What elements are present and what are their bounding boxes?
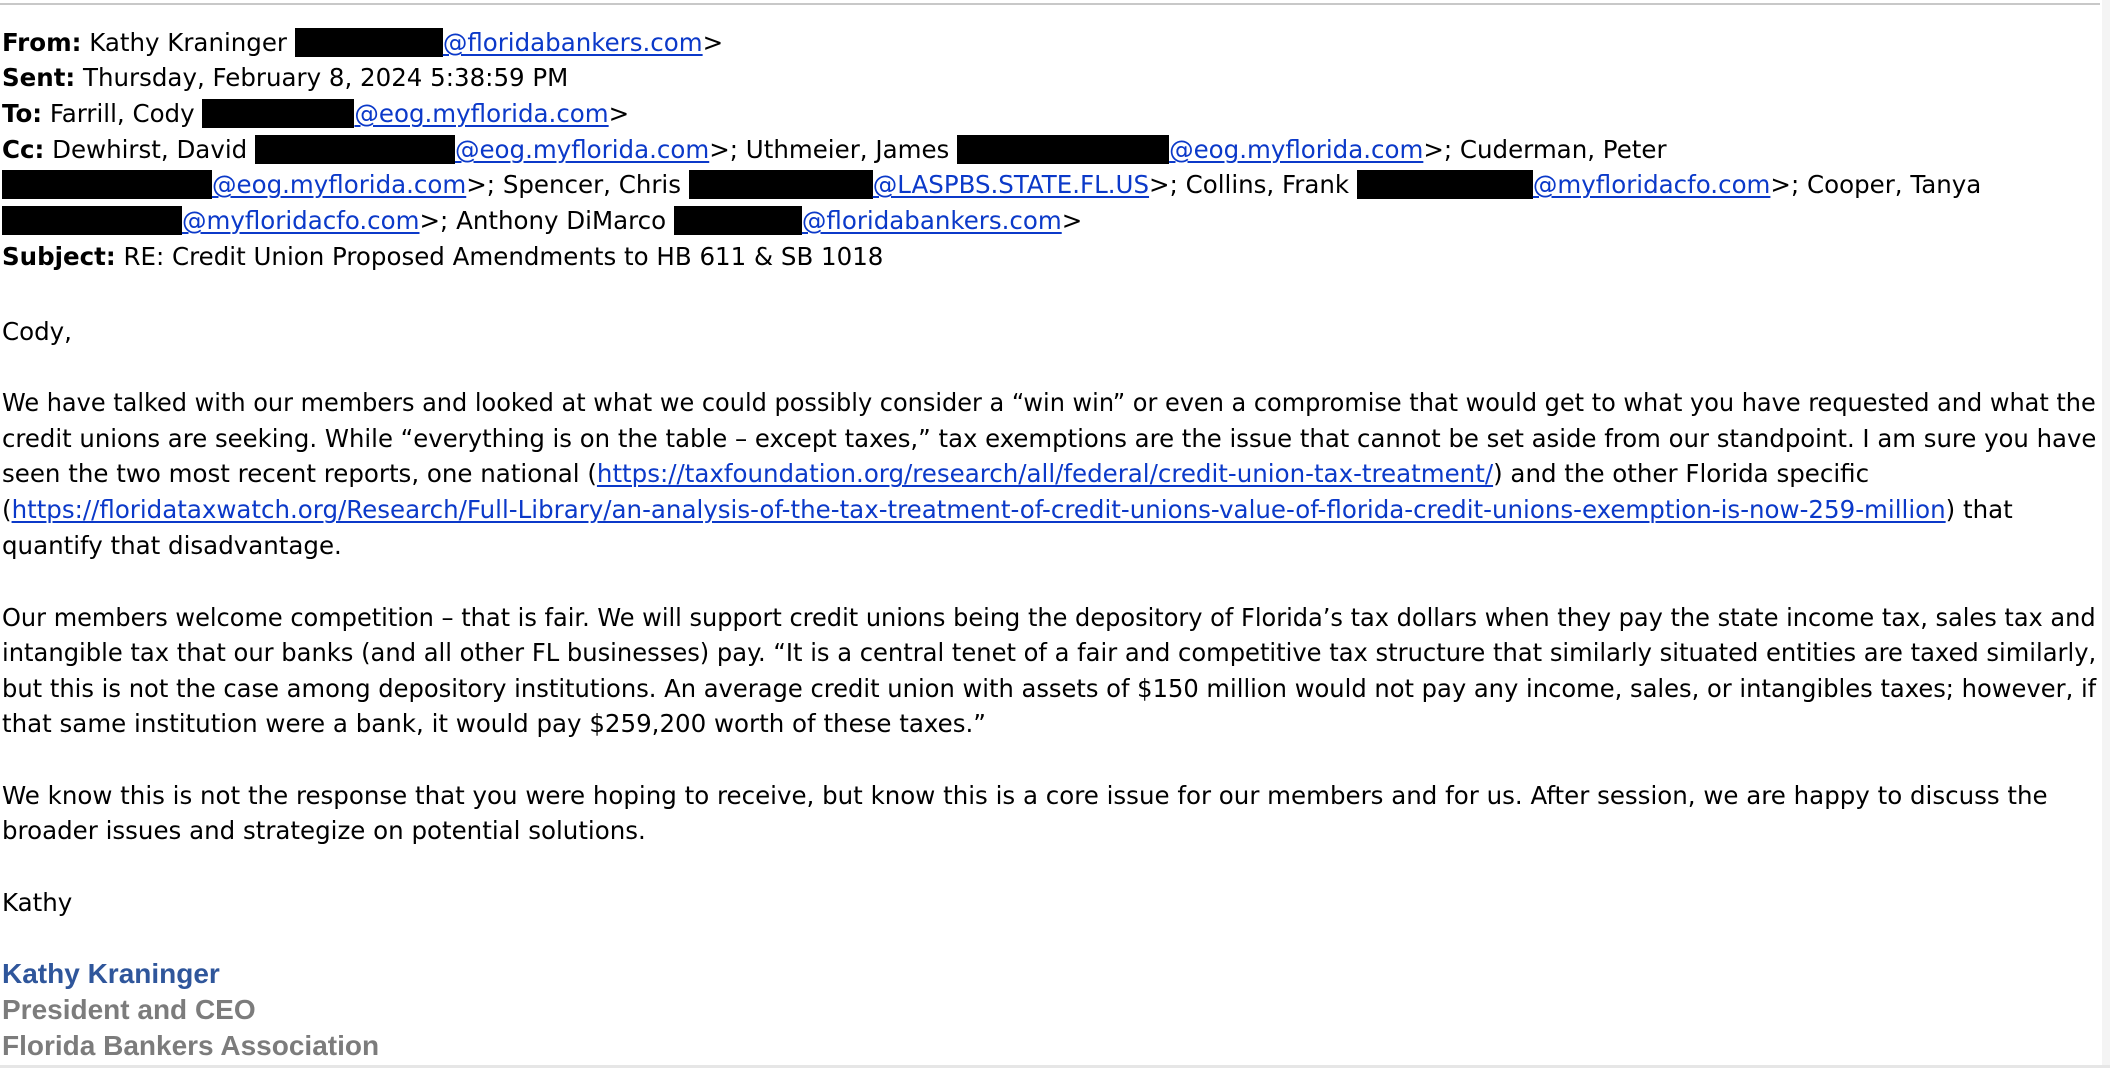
- paragraph-text: ) and the other Florida specific: [1493, 459, 1870, 488]
- paragraph-1-line-1: We have talked with our members and looked at what we could possibly consider a “win win” or even a compromise that would get to what you have requested and what the: [2, 388, 2096, 417]
- from-email-link[interactable]: @floridabankers.com: [442, 28, 703, 57]
- from-name: Kathy Kraninger: [89, 28, 288, 57]
- paragraph-1-line-4: [2, 492, 2013, 527]
- paragraph-3-line-1: We know this is not the response that you were hoping to receive, but know this is a core issue for our members and for us. After session, we are happy to discuss the: [2, 781, 2048, 810]
- to-close: >: [608, 99, 630, 128]
- sent-line: [2, 60, 568, 95]
- from-label: From:: [2, 28, 82, 57]
- paragraph-2-line-4: that same institution were a bank, it would pay $259,200 worth of these taxes.”: [2, 709, 986, 738]
- paragraph-2-line-2: intangible tax that our banks (and all other FL businesses) pay. “It is a central tenet of a fair and competitive tax structure that similarly situated entities are taxed similarly,: [2, 638, 2097, 667]
- paragraph-1-line-2: credit unions are seeking. While “everything is on the table – except taxes,” tax exemptions are the issue that cannot be set aside from our standpoint. I am sure you have: [2, 424, 2097, 453]
- cc-separator: >; Collins, Frank: [1149, 170, 1350, 199]
- to-email-link[interactable]: @eog.myflorida.com: [354, 99, 609, 128]
- to-line: [2, 96, 629, 131]
- redaction-block: [295, 28, 443, 57]
- signature-title: President and CEO: [2, 994, 256, 1025]
- from-line: [2, 25, 723, 60]
- redaction-block: [1357, 170, 1533, 199]
- subject-line: [2, 239, 883, 274]
- to-label: To:: [2, 99, 43, 128]
- cc-separator: >; Uthmeier, James: [709, 135, 950, 164]
- cc-uthmeier-email-link[interactable]: @eog.myflorida.com: [1169, 135, 1424, 164]
- redaction-block: [255, 135, 455, 164]
- sent-label: Sent:: [2, 63, 76, 92]
- from-close: >: [702, 28, 724, 57]
- subject-value: RE: Credit Union Proposed Amendments to HB 611 & SB 1018: [123, 242, 884, 271]
- right-edge: [2102, 0, 2110, 1068]
- paragraph-3-line-2: broader issues and strategize on potential solutions.: [2, 816, 646, 845]
- signature-name: Kathy Kraninger: [2, 958, 220, 989]
- paragraph-text: ) that: [1945, 495, 2013, 524]
- cc-close: >: [1061, 206, 1083, 235]
- cc-dimarco-email-link[interactable]: @floridabankers.com: [801, 206, 1062, 235]
- redaction-block: [674, 206, 802, 235]
- paragraph-1-line-3: [2, 456, 1869, 491]
- cc-spencer-email-link[interactable]: @LASPBS.STATE.FL.US: [872, 170, 1150, 199]
- redaction-block: [689, 170, 873, 199]
- paragraph-2-line-3: but this is not the case among depository institutions. An average credit union with assets of $150 million would not pay any income, sales, or intangibles taxes; however, if: [2, 674, 2097, 703]
- redaction-block: [2, 206, 182, 235]
- redaction-block: [202, 99, 354, 128]
- paragraph-text: seen the two most recent reports, one national (: [2, 459, 597, 488]
- signoff: Kathy: [2, 888, 73, 917]
- signature-organization: Florida Bankers Association: [2, 1030, 380, 1061]
- top-divider: [0, 3, 2100, 5]
- cc-cooper-email-link[interactable]: @myfloridacfo.com: [182, 206, 420, 235]
- subject-label: Subject:: [2, 242, 116, 271]
- cc-separator: >; Cuderman, Peter: [1423, 135, 1667, 164]
- cc-dewhirst-email-link[interactable]: @eog.myflorida.com: [454, 135, 710, 164]
- floridataxwatch-link[interactable]: https://floridataxwatch.org/Research/Full-Library/an-analysis-of-the-tax-treatment-of-credit-unions-value-of-florida-credit-unions-exemption-is-now-259-million: [11, 495, 1946, 524]
- sent-value: Thursday, February 8, 2024 5:38:59 PM: [83, 63, 569, 92]
- cc-line-3: [2, 203, 1082, 238]
- cc-separator: >; Anthony DiMarco: [419, 206, 667, 235]
- greeting: Cody,: [2, 317, 72, 346]
- redaction-block: [957, 135, 1169, 164]
- cc-separator: >; Spencer, Chris: [466, 170, 681, 199]
- cc-dewhirst-name: Dewhirst, David: [52, 135, 248, 164]
- cc-separator: >; Cooper, Tanya: [1770, 170, 1982, 199]
- paragraph-1-line-5: quantify that disadvantage.: [2, 531, 342, 560]
- cc-label: Cc:: [2, 135, 45, 164]
- cc-line-2: [2, 167, 1981, 202]
- taxfoundation-link[interactable]: https://taxfoundation.org/research/all/federal/credit-union-tax-treatment/: [596, 459, 1494, 488]
- redaction-block: [2, 170, 212, 199]
- cc-line-1: [2, 132, 1667, 167]
- paragraph-text: (: [2, 495, 12, 524]
- cc-collins-email-link[interactable]: @myfloridacfo.com: [1532, 170, 1771, 199]
- cc-cuderman-email-link[interactable]: @eog.myflorida.com: [212, 170, 467, 199]
- paragraph-2-line-1: Our members welcome competition – that is fair. We will support credit unions being the depository of Florida’s tax dollars when they pay the state income tax, sales tax and: [2, 603, 2096, 632]
- to-name: Farrill, Cody: [49, 99, 195, 128]
